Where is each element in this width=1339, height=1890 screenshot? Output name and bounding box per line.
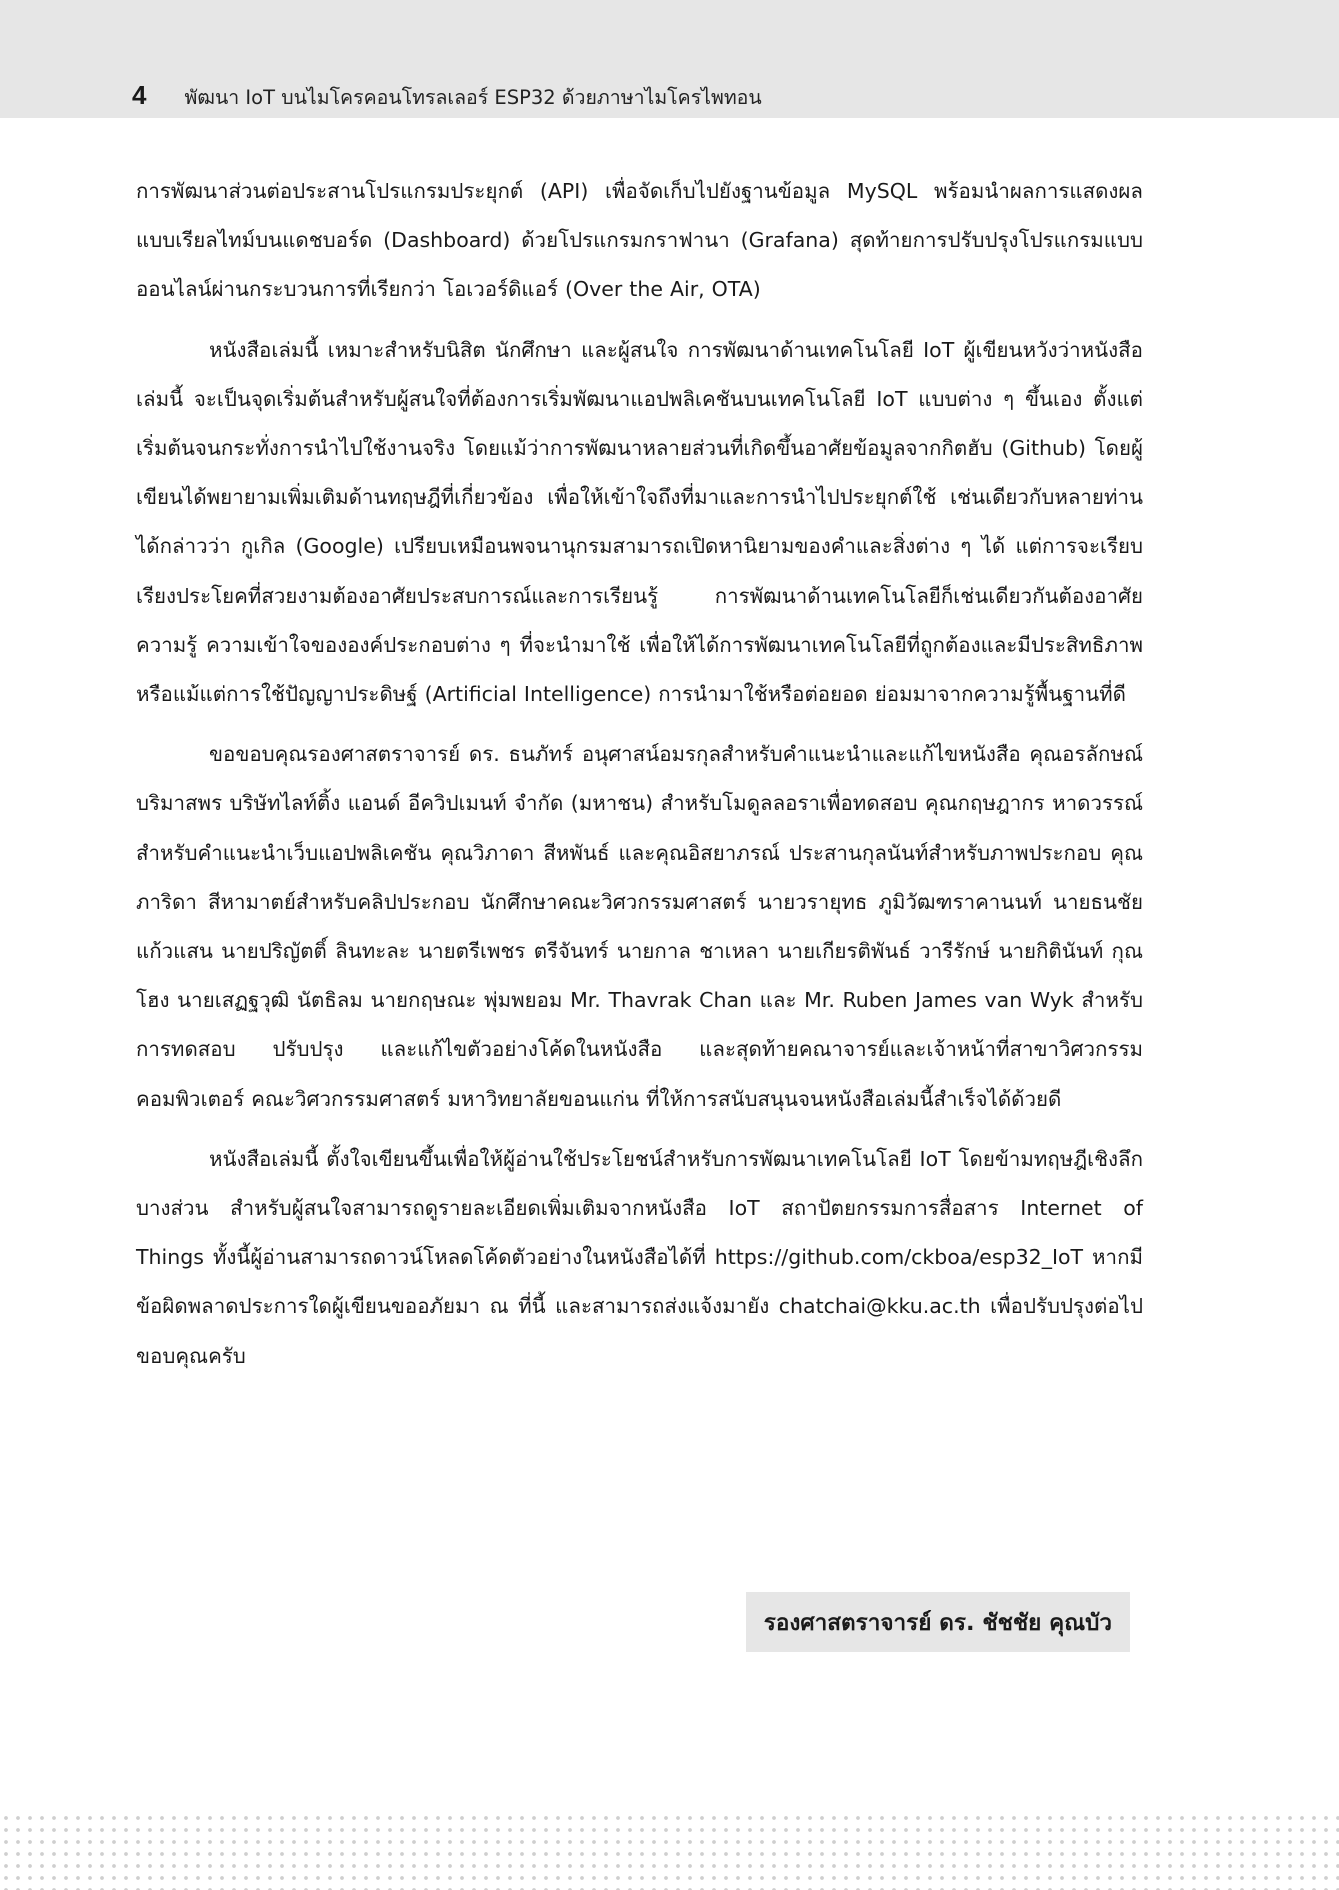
running-title: พัฒนา IoT บนไมโครคอนโทรลเลอร์ ESP32 ด้วยภาษาไมโครไพทอน [184,86,762,109]
page-number: 4 [132,80,147,110]
paragraph-api-dashboard-ota: การพัฒนาส่วนต่อประสานโปรแกรมประยุกต์ (API) เพื่อจัดเก็บไปยังฐานข้อมูล MySQL พร้อมนำผลการแสดงผลแบบเรียลไทม์บนแดชบอร์ด (Dashboard) ด้วยโปรแกรมกราฟานา (Grafana) สุดท้ายการปรับปรุงโปรแกรมแบบออนไลน์ผ่านกระบวนการที่เรียกว่า โอเวอร์ดิแอร์ (Over the Air, OTA) [136,179,1143,302]
paragraph-audience: หนังสือเล่มนี้ เหมาะสำหรับนิสิต นักศึกษา และผู้สนใจ การพัฒนาด้านเทคโนโลยี IoT ผู้เขียนหวังว่าหนังสือเล่มนี้ จะเป็นจุดเริ่มต้นสำหรับผู้สนใจที่ต้องการเริ่มพัฒนาแอปพลิเคชันบนเทคโนโลยี IoT แบบต่าง ๆ ขึ้นเอง ตั้งแต่เริ่มต้นจนกระทั่งการนำไปใช้งานจริง โดยแม้ว่าการพัฒนาหลายส่วนที่เกิดขึ้นอาศัยข้อมูลจากกิตฮับ (Github) โดยผู้เขียนได้พยายามเพิ่มเติมด้านทฤษฎีที่เกี่ยวข้อง เพื่อให้เข้าใจถึงที่มาและการนำไปประยุกต์ใช้ เช่นเดียวกับหลายท่านได้กล่าวว่า กูเกิล (Google) เปรียบเหมือนพจนานุกรมสามารถเปิดหานิยามของคำและสิ่งต่าง ๆ ได้ แต่การจะเรียบเรียงประโยคที่สวยงามต้องอาศัยประสบการณ์และการเรียนรู้ การพัฒนาด้านเทคโนโลยีก็เช่นเดียวกันต้องอาศัยความรู้ ความเข้าใจขององค์ประกอบต่าง ๆ ที่จะนำมาใช้ เพื่อให้ได้การพัฒนาเทคโนโลยีที่ถูกต้องและมีประสิทธิภาพ หรือแม้แต่การใช้ปัญญาประดิษฐ์ (Artificial Intelligence) การนำมาใช้หรือต่อยอด ย่อมมาจากความรู้พื้นฐานที่ดี [136,337,1143,707]
paragraph-closing: หนังสือเล่มนี้ ตั้งใจเขียนขึ้นเพื่อให้ผู้อ่านใช้ประโยชน์สำหรับการพัฒนาเทคโนโลยี IoT โดยข้ามทฤษฎีเชิงลึกบางส่วน สำหรับผู้สนใจสามารถดูรายละเอียดเพิ่มเติมจากหนังสือ IoT สถาปัตยกรรมการสื่อสาร Internet of Things ทั้งนี้ผู้อ่านสามารถดาวน์โหลดโค้ดตัวอย่างในหนังสือได้ที่ https://github.com/ckboa/esp32_IoT หากมีข้อผิดพลาดประการใดผู้เขียนขออภัยมา ณ ที่นี้ และสามารถส่งแจ้งมายัง chatchai@kku.ac.th เพื่อปรับปรุงต่อไป ขอบคุณครับ [136,1146,1143,1368]
header-line [132,80,762,116]
footer-dot-pattern [0,1812,1339,1890]
author-signature: รองศาสตราจารย์ ดร. ชัชชัย คุณบัว [746,1592,1130,1652]
body-text [136,167,1143,1381]
paragraph-acknowledgements: ขอขอบคุณรองศาสตราจารย์ ดร. ธนภัทร์ อนุศาสน์อมรกุลสำหรับคำแนะนำและแก้ไขหนังสือ คุณอรลักษณ์ บริมาสพร บริษัทไลท์ติ้ง แอนด์ อีควิปเมนท์ จำกัด (มหาชน) สำหรับโมดูลลอราเพื่อทดสอบ คุณกฤษฎากร หาดวรรณ์สำหรับคำแนะนำเว็บแอปพลิเคชัน คุณวิภาดา สีหพันธ์ และคุณอิสยาภรณ์ ประสานกุลนันท์สำหรับภาพประกอบ คุณภาริดา สีหามาตย์สำหรับคลิปประกอบ นักศึกษาคณะวิศวกรรมศาสตร์ นายวรายุทธ ภูมิวัฒฑราคานนท์ นายธนชัย แก้วแสน นายปริญัตติ์ ลินทะละ นายตรีเพชร ตรีจันทร์ นายกาล ชาเหลา นายเกียรติพันธ์ วารีรักษ์ นายกิตินันท์ กุณโฮง นายเสฏฐวุฒิ นัตธิลม นายกฤษณะ พุ่มพยอม Mr. Thavrak Chan และ Mr. Ruben James van Wyk สำหรับการทดสอบ ปรับปรุง และแก้ไขตัวอย่างโค้ดในหนังสือ และสุดท้ายคณาจารย์และเจ้าหน้าที่สาขาวิศวกรรมคอมพิวเตอร์ คณะวิศวกรรมศาสตร์ มหาวิทยาลัยขอนแก่น ที่ให้การสนับสนุนจนหนังสือเล่มนี้สำเร็จได้ด้วยดี [136,742,1143,1111]
page-header [0,0,1339,118]
